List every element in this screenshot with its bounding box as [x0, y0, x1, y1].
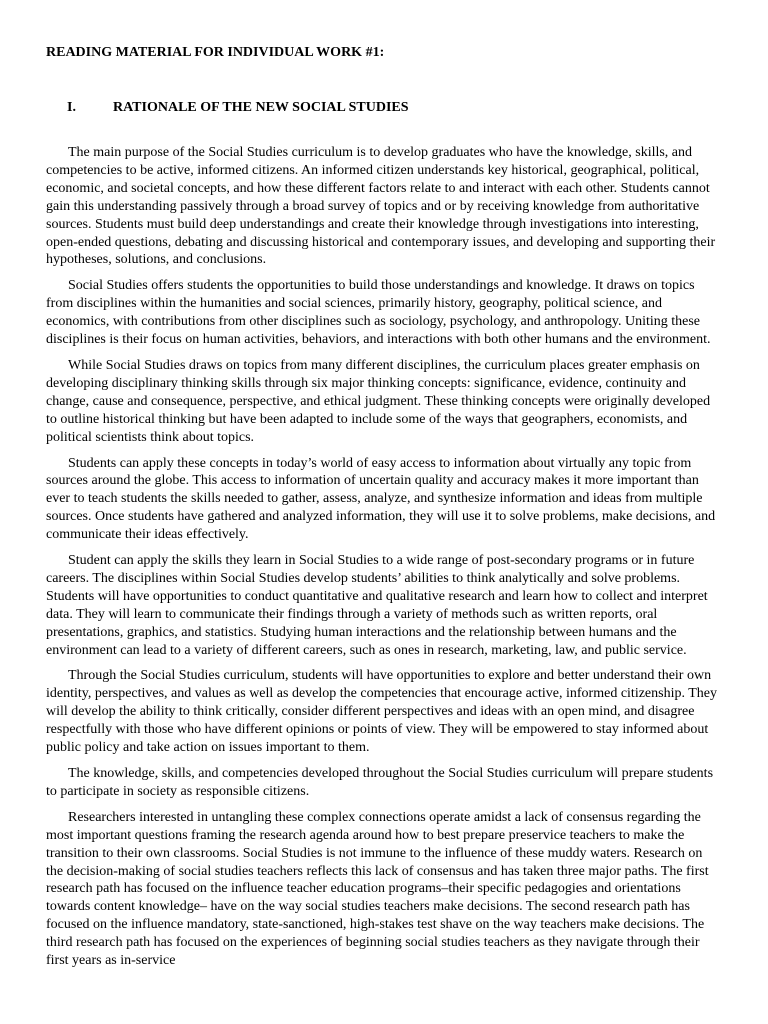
paragraph: The main purpose of the Social Studies curriculum is to develop graduates who have the knowledge, skills, and competencies to be active, informed citizens. An informed citizen understands key historical, geographical, political, economic, and societal concepts, and how these different factors relate to and interact with each other. Students cannot gain this understanding passively through a broad survey of topics and or by receiving knowledge from authoritative sources. Students must build deep understandings and create their knowledge through investigations into interesting, open-ended questions, debating and discussing historical and contemporary issues, and developing and supporting their hypotheses, solutions, and conclusions.: [46, 145, 716, 268]
body-text: [46, 144, 722, 970]
paragraph: Students can apply these concepts in today’s world of easy access to information about virtually any topic from sources around the globe. This access to information of uncertain quality and accuracy makes it more important than ever to teach students the skills needed to gather, assess, analyze, and synthesize information and ideas from multiple sources. Once students have gathered and analyzed information, they will use it to solve problems, make decisions, and communicate their ideas effectively.: [46, 455, 716, 543]
section-heading: [46, 99, 722, 117]
document-title: READING MATERIAL FOR INDIVIDUAL WORK #1:: [46, 45, 385, 60]
paragraph: While Social Studies draws on topics from many different disciplines, the curriculum places greater emphasis on developing disciplinary thinking skills through six major thinking concepts: significance, evidence, continuity and change, cause and consequence, perspective, and ethical judgment. These thinking concepts were originally developed to outline historical thinking but have been adapted to include some of the ways that geographers, economists, and political scientists think about topics.: [46, 357, 711, 445]
paragraph: Through the Social Studies curriculum, students will have opportunities to explore and better understand their own identity, perspectives, and values as well as develop the competencies that encourage active, informed citizenship. They will develop the ability to think critically, consider different perspectives and ideas with an open mind, and disagree respectfully with those who have different opinions or points of view. They will be empowered to stay informed about public policy and take action on issues important to them.: [46, 668, 717, 756]
section-title: RATIONALE OF THE NEW SOCIAL STUDIES: [113, 100, 409, 115]
section-number: I.: [67, 100, 76, 115]
paragraph: The knowledge, skills, and competencies developed throughout the Social Studies curriculum will prepare students to participate in society as responsible citizens.: [46, 766, 714, 799]
paragraph: Social Studies offers students the opportunities to build those understandings and knowledge. It draws on topics from disciplines within the humanities and social sciences, primarily history, geography, political science, and economics, with contributions from other disciplines such as sociology, psychology, and anthropology. Uniting these disciplines is their focus on human activities, behaviors, and interactions with both other humans and the environment.: [46, 278, 711, 348]
paragraph: Student can apply the skills they learn in Social Studies to a wide range of post-secondary programs or in future careers. The disciplines within Social Studies develop students’ abilities to think analytically and solve problems. Students will have opportunities to conduct quantitative and qualitative research and learn how to collect and interpret data. They will learn to communicate their findings through a variety of methods such as written reports, oral presentations, graphics, and statistics. Studying human interactions and the relationship between humans and the environment can lead to a variety of different careers, such as ones in research, marketing, law, and public service.: [46, 553, 708, 658]
paragraph: Researchers interested in untangling these complex connections operate amidst a lack of consensus regarding the most important questions framing the research agenda around how to best prepare preservice teachers to make the transition to their own classrooms. Social Studies is not immune to the influence of these muddy waters. Research on the decision-making of social studies teachers reflects this lack of consensus and has taken three major paths. The first research path has focused on the influence teacher education programs–their specific pedagogies and orientations towards content knowledge– have on the way social studies teachers make decisions. The second research path has focused on the influence mandatory, state-sanctioned, high-stakes test shave on the way teachers make decisions. The third research path has focused on the experiences of beginning social studies teachers as they navigate through their first years as in-service: [46, 809, 709, 969]
